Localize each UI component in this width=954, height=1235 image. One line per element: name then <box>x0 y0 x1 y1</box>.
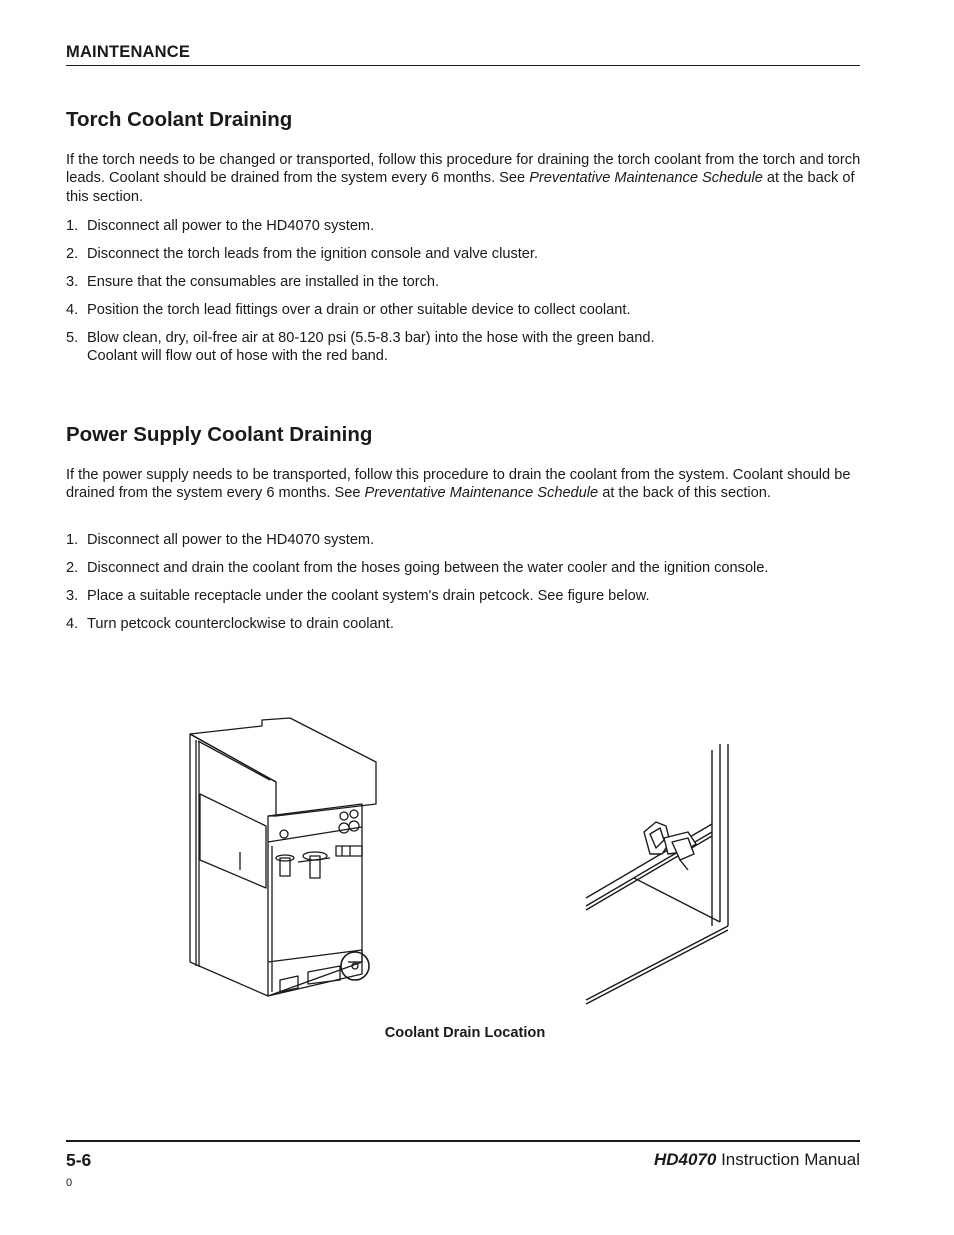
list-item <box>66 301 866 319</box>
step-text: Place a suitable receptacle under the coolant system's drain petcock. See figure below. <box>87 587 650 604</box>
list-item <box>66 245 866 263</box>
power-steps-list <box>66 531 866 643</box>
list-item <box>66 329 866 366</box>
torch-section-title: Torch Coolant Draining <box>66 108 293 131</box>
cooler-unit-illustration <box>180 712 380 1004</box>
figure-caption: Coolant Drain Location <box>384 1025 546 1041</box>
list-item <box>66 559 866 577</box>
step-number: 2. <box>66 559 79 576</box>
step-number: 3. <box>66 587 79 604</box>
list-item <box>66 531 866 549</box>
torch-intro-reference: Preventative Maintenance Schedule <box>529 170 763 187</box>
power-section-title: Power Supply Coolant Draining <box>66 423 373 446</box>
power-intro-reference: Preventative Maintenance Schedule <box>364 485 599 502</box>
torch-intro-text: If the torch needs to be changed or transported, follow this procedure for draining the torch coolant from the torch and torch leads. Coolant should be drained from the system every 6 months. See <box>66 152 861 187</box>
power-intro-paragraph <box>66 466 866 503</box>
footer-rule <box>66 1140 860 1142</box>
torch-steps-list <box>66 217 866 375</box>
torch-intro-tail: at the back of this section. <box>66 170 855 205</box>
list-item <box>66 217 866 235</box>
step-number: 2. <box>66 245 79 262</box>
manual-title <box>654 1150 860 1170</box>
step-text: Blow clean, dry, oil-free air at 80-120 psi (5.5-8.3 bar) into the hose with the green band. <box>87 329 655 346</box>
revision-number: 0 <box>66 1177 73 1189</box>
drain-petcock-detail-illustration <box>584 742 744 1008</box>
list-item <box>66 587 866 605</box>
step-text: Disconnect and drain the coolant from the hoses going between the water cooler and the ignition console. <box>87 559 769 576</box>
step-number: 1. <box>66 532 79 548</box>
power-intro-text: If the power supply needs to be transported, follow this procedure to drain the coolant from the system. Coolant should be drained from the system every 6 months. See <box>66 467 851 502</box>
step-number: 5. <box>66 329 79 346</box>
page-number: 5-6 <box>66 1150 92 1170</box>
step-text: Position the torch lead fittings over a drain or other suitable device to collect coolant. <box>87 301 631 318</box>
step-text-continued: Coolant will flow out of hose with the red band. <box>87 348 388 365</box>
torch-intro-paragraph <box>66 151 866 206</box>
power-intro-tail: at the back of this section. <box>598 485 771 502</box>
step-number: 3. <box>66 273 79 290</box>
step-number: 4. <box>66 615 79 632</box>
step-text: Disconnect all power to the HD4070 system. <box>87 218 375 234</box>
step-text: Disconnect all power to the HD4070 system. <box>87 532 375 548</box>
step-number: 1. <box>66 218 79 234</box>
step-text: Disconnect the torch leads from the ignition console and valve cluster. <box>87 245 539 262</box>
step-number: 4. <box>66 301 79 318</box>
step-text: Turn petcock counterclockwise to drain coolant. <box>87 615 394 632</box>
section-header <box>66 43 860 66</box>
step-text: Ensure that the consumables are installed in the torch. <box>87 273 440 290</box>
model-name: HD4070 <box>653 1150 717 1169</box>
list-item <box>66 273 866 291</box>
section-label: MAINTENANCE <box>66 43 191 61</box>
manual-label: Instruction Manual <box>716 1150 860 1169</box>
list-item <box>66 615 866 633</box>
